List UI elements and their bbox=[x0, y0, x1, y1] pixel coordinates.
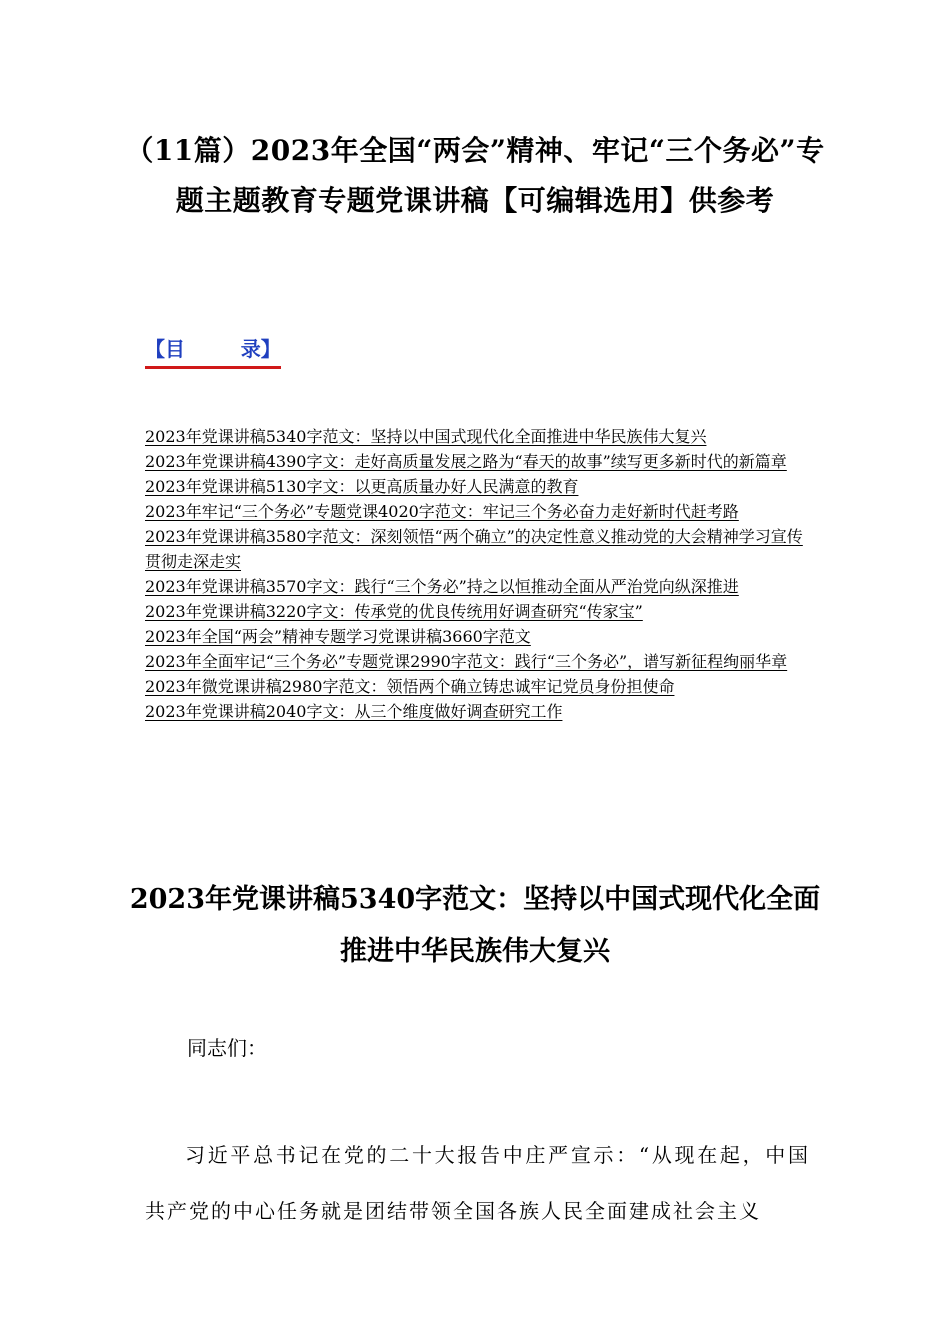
salutation: 同志们： bbox=[187, 1036, 267, 1060]
table-of-contents bbox=[145, 424, 810, 724]
toc-entry-7[interactable]: 2023年党课讲稿3220字文：传承党的优良传统用好调查研究“传家宝” bbox=[145, 602, 643, 621]
toc-entry-4[interactable]: 2023年牢记“三个务必”专题党课4020字范文：牢记三个务必奋力走好新时代赶考路 bbox=[145, 502, 739, 521]
document-title: （11篇）2023年全国“两会”精神、牢记“三个务必”专题主题教育专题党课讲稿【可编辑选用】供参考 bbox=[125, 134, 825, 217]
body-paragraph: 习近平总书记在党的二十大报告中庄严宣示：“从现在起，中国共产党的中心任务就是团结带领全国各族人民全面建成社会主义 bbox=[145, 1143, 810, 1223]
toc-entry-11[interactable]: 2023年党课讲稿2040字文：从三个维度做好调查研究工作 bbox=[145, 702, 563, 721]
toc-entry-8[interactable]: 2023年全国“两会”精神专题学习党课讲稿3660字范文 bbox=[145, 627, 531, 646]
toc-heading: 【目 录】 bbox=[145, 334, 281, 369]
toc-entry-10[interactable]: 2023年微党课讲稿2980字范文：领悟两个确立铸忠诚牢记党员身份担使命 bbox=[145, 677, 675, 696]
section-title: 2023年党课讲稿5340字范文：坚持以中国式现代化全面推进中华民族伟大复兴 bbox=[129, 884, 821, 967]
toc-entry-9[interactable]: 2023年全面牢记“三个务必”专题党课2990字范文：践行“三个务必”，谱写新征程绚丽华章 bbox=[145, 652, 788, 671]
toc-entry-2[interactable]: 2023年党课讲稿4390字文：走好高质量发展之路为“春天的故事”续写更多新时代的新篇章 bbox=[145, 452, 787, 471]
toc-entry-6[interactable]: 2023年党课讲稿3570字文：践行“三个务必”持之以恒推动全面从严治党向纵深推进 bbox=[145, 577, 739, 596]
toc-entry-1[interactable]: 2023年党课讲稿5340字范文：坚持以中国式现代化全面推进中华民族伟大复兴 bbox=[145, 427, 707, 446]
toc-entry-3[interactable]: 2023年党课讲稿5130字文：以更高质量办好人民满意的教育 bbox=[145, 477, 579, 496]
toc-entry-5[interactable]: 2023年党课讲稿3580字范文：深刻领悟“两个确立”的决定性意义推动党的大会精神学习宣传贯彻走深走实 bbox=[145, 527, 803, 571]
